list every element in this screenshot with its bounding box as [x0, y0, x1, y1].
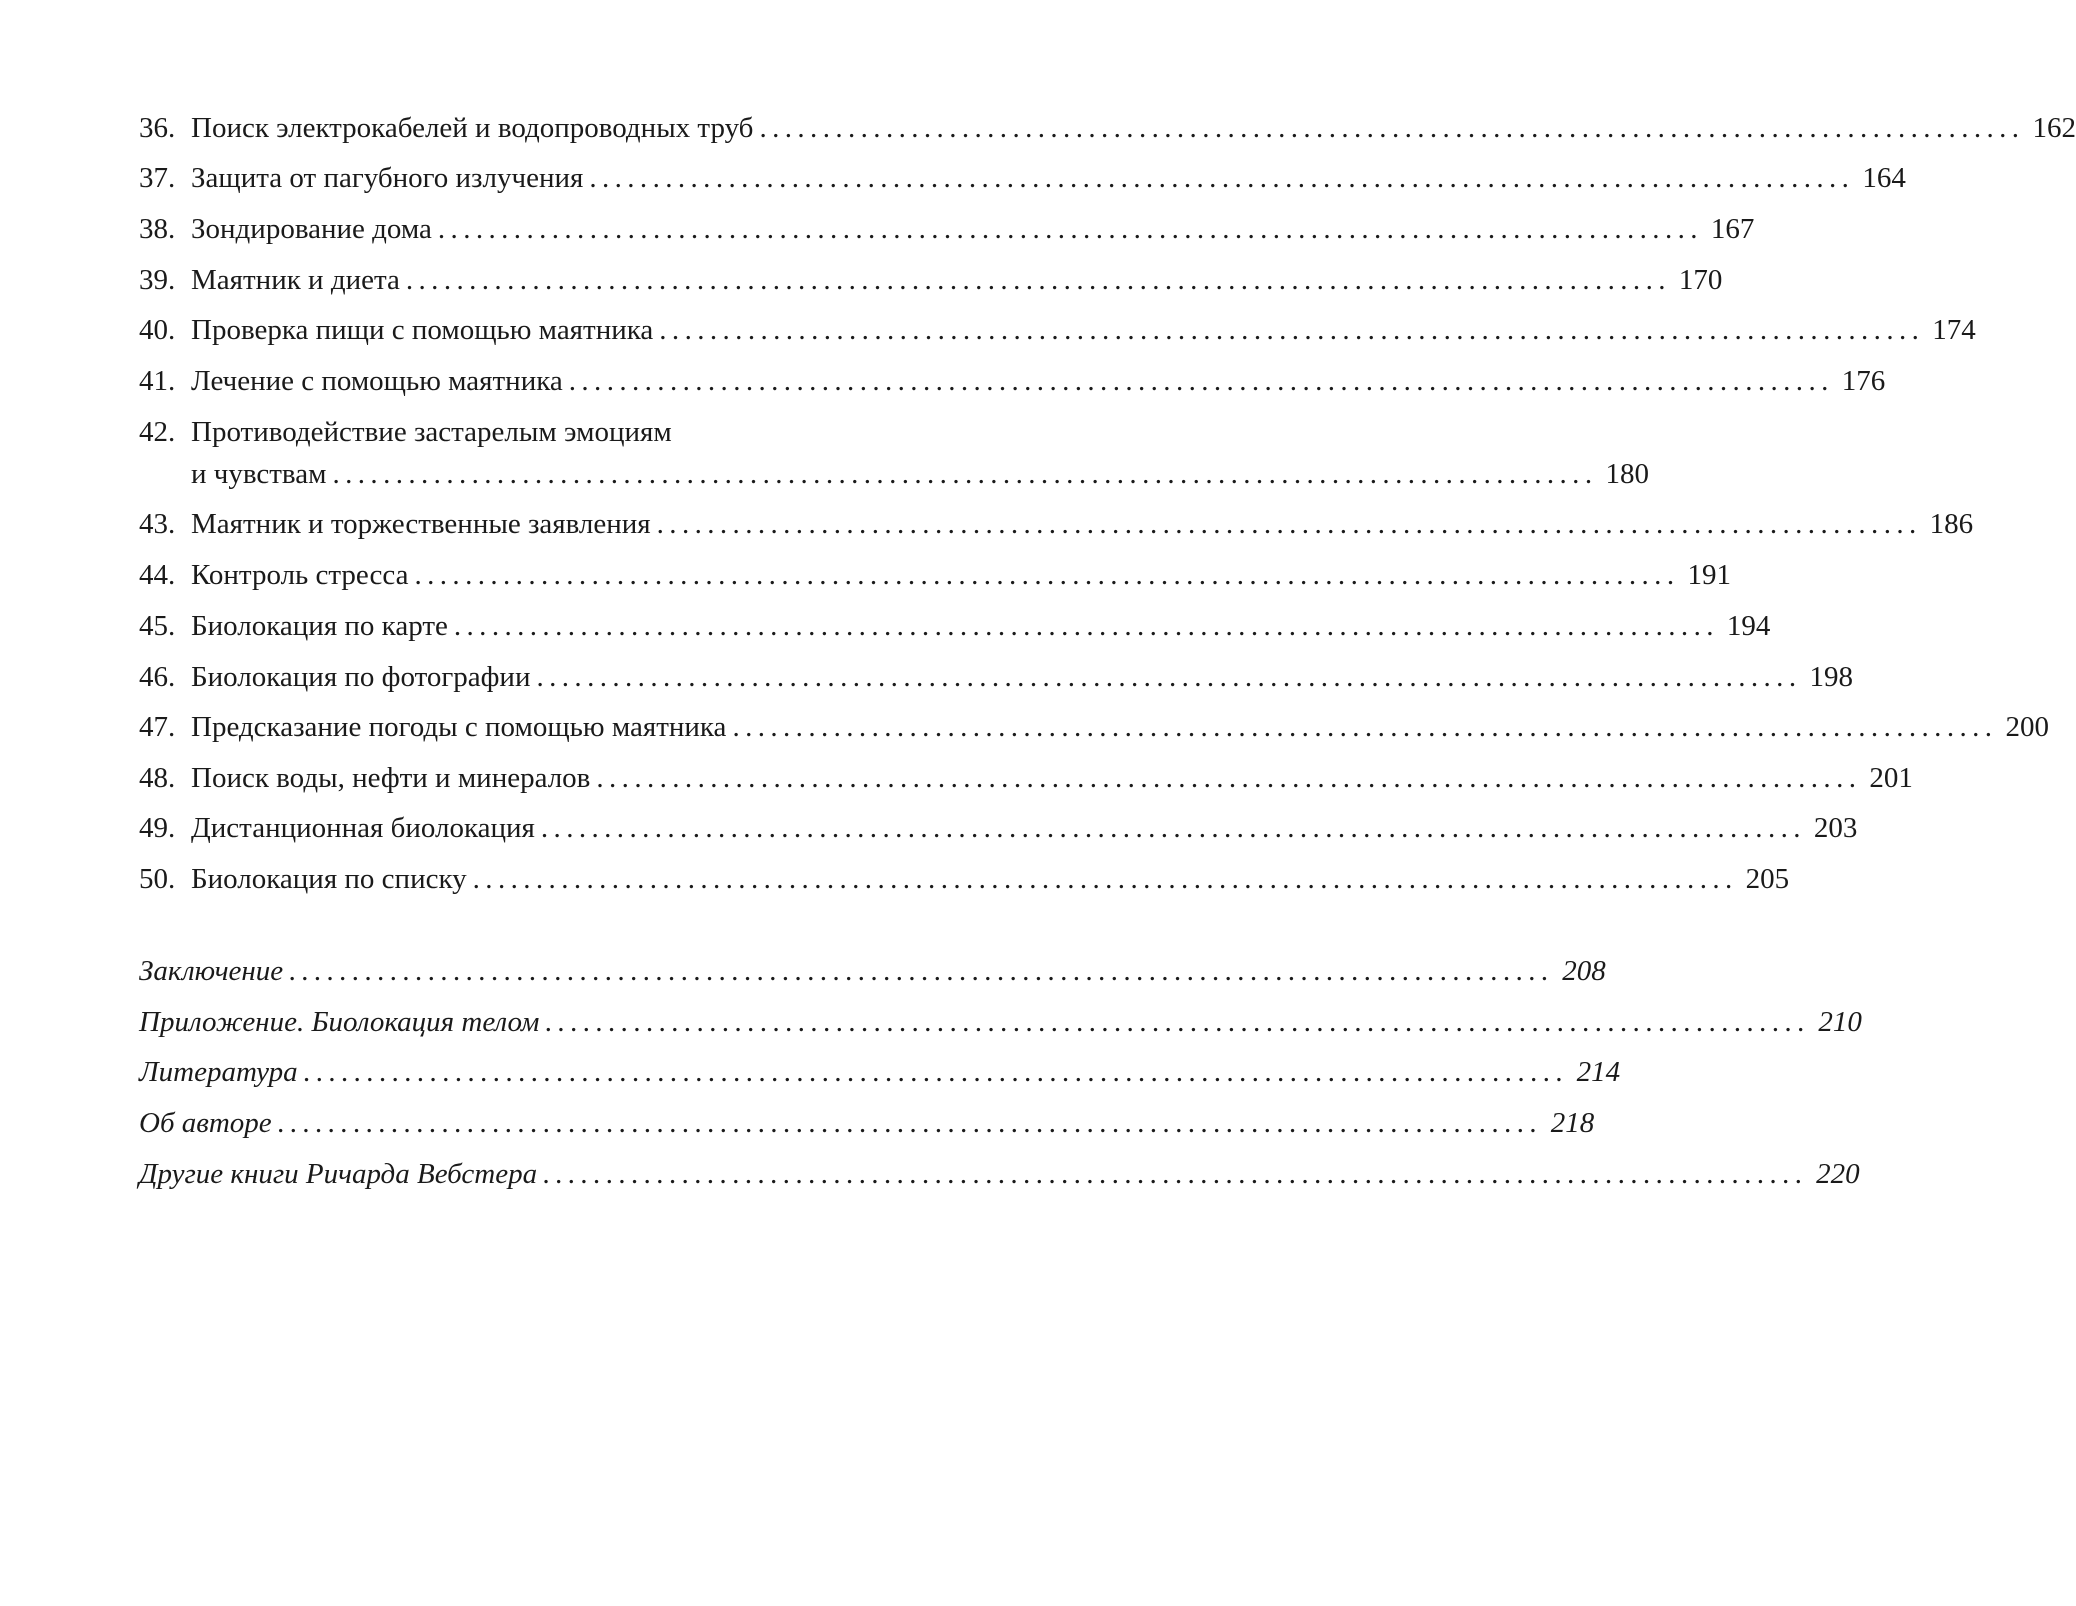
page-number: 218	[1550, 1107, 1595, 1139]
toc-entry-36	[139, 106, 2076, 150]
page-number: 201	[1869, 762, 1913, 794]
toc-entry-44	[139, 553, 1731, 597]
dot-leader: ....................................................................................................	[589, 162, 1855, 194]
chapter-title: Предсказание погоды с помощью маятника	[191, 711, 727, 743]
chapter-number: 40.	[139, 314, 176, 346]
entry-title: Приложение. Биолокация телом	[139, 1006, 540, 1038]
dot-leader: ....................................................................................................	[759, 112, 2025, 144]
page-number: 194	[1726, 610, 1771, 642]
chapter-number: 45.	[139, 610, 176, 642]
chapter-title-continuation: и чувствам	[191, 458, 327, 490]
chapter-number: 39.	[139, 264, 176, 296]
page-number: 167	[1710, 213, 1755, 245]
entry-title: Заключение	[139, 955, 284, 987]
chapter-title: Лечение с помощью маятника	[191, 365, 563, 397]
toc-entry-literature	[139, 1050, 1621, 1094]
entry-title: Об авторе	[139, 1107, 272, 1139]
dot-leader: ....................................................................................................	[332, 458, 1598, 490]
toc-entry-about-author	[139, 1101, 1595, 1145]
toc-entry-39	[139, 258, 1723, 302]
toc-entry-47	[139, 705, 2049, 749]
dot-leader: ....................................................................................................	[536, 661, 1802, 693]
page-number: 220	[1816, 1158, 1860, 1190]
toc-entry-46	[139, 655, 1853, 699]
chapter-title: Проверка пищи с помощью маятника	[191, 314, 654, 346]
page-number: 205	[1745, 863, 1790, 895]
chapter-title: Биолокация по карте	[191, 610, 448, 642]
dot-leader: ....................................................................................................	[596, 762, 1862, 794]
dot-leader: ....................................................................................................	[545, 1006, 1811, 1038]
dot-leader: ....................................................................................................	[568, 365, 1834, 397]
dot-leader: ....................................................................................................	[540, 812, 1806, 844]
toc-entry-42-line1	[139, 410, 954, 454]
toc-entry-38	[139, 207, 1755, 251]
chapter-number: 47.	[139, 711, 176, 743]
chapter-title: Биолокация по фотографии	[191, 661, 531, 693]
toc-entry-49	[139, 806, 1858, 850]
dot-leader: ....................................................................................................	[659, 314, 1925, 346]
toc-entry-41	[139, 359, 1886, 403]
toc-entry-other-books	[139, 1152, 1860, 1196]
dot-leader: ....................................................................................................	[277, 1107, 1543, 1139]
page-number: 164	[1862, 162, 1906, 194]
dot-leader: ....................................................................................................	[437, 213, 1703, 245]
chapter-number: 37.	[139, 162, 176, 194]
chapter-title: Поиск электрокабелей и водопроводных труб	[191, 112, 754, 144]
chapter-number: 38.	[139, 213, 176, 245]
toc-entry-43	[139, 502, 1974, 546]
chapter-title: Маятник и диета	[191, 264, 400, 296]
chapter-number: 43.	[139, 508, 176, 540]
chapter-number: 50.	[139, 863, 176, 895]
page-number: 176	[1841, 365, 1886, 397]
page-number: 180	[1605, 458, 1649, 490]
dot-leader: ....................................................................................................	[289, 955, 1555, 987]
page-number: 170	[1678, 264, 1723, 296]
page-number: 200	[2005, 711, 2049, 743]
dot-leader: ....................................................................................................	[732, 711, 1998, 743]
chapter-title: Защита от пагубного излучения	[191, 162, 584, 194]
page-number: 186	[1929, 508, 1974, 540]
chapter-number: 42.	[139, 416, 176, 448]
page-number: 174	[1932, 314, 1976, 346]
chapter-number: 46.	[139, 661, 176, 693]
dot-leader: ....................................................................................................	[543, 1158, 1809, 1190]
toc-entry-40	[139, 308, 1976, 352]
chapter-title: Контроль стресса	[191, 559, 409, 591]
page-number: 162	[2032, 112, 2076, 144]
chapter-title: Маятник и торжественные заявления	[191, 508, 651, 540]
chapter-number: 49.	[139, 812, 176, 844]
chapter-title: Противодействие застарелым эмоциям	[191, 416, 672, 448]
dot-leader: ....................................................................................................	[656, 508, 1922, 540]
dot-leader: ....................................................................................................	[472, 863, 1738, 895]
page-number: 214	[1576, 1056, 1621, 1088]
toc-entry-42-line2	[191, 452, 1649, 496]
entry-title: Литература	[139, 1056, 298, 1088]
page-number: 191	[1687, 559, 1731, 591]
page-number: 203	[1813, 812, 1858, 844]
toc-entry-appendix	[139, 1000, 1862, 1044]
chapter-number: 41.	[139, 365, 176, 397]
chapter-number: 36.	[139, 112, 176, 144]
page-number: 210	[1818, 1006, 1862, 1038]
toc-entry-48	[139, 756, 1913, 800]
page-number: 208	[1562, 955, 1606, 987]
dot-leader: ....................................................................................................	[453, 610, 1719, 642]
page-number: 198	[1809, 661, 1853, 693]
toc-entry-37	[139, 156, 1906, 200]
dot-leader: ....................................................................................................	[414, 559, 1680, 591]
chapter-title: Биолокация по списку	[191, 863, 467, 895]
toc-entry-conclusion	[139, 949, 1606, 993]
chapter-title: Поиск воды, нефти и минералов	[191, 762, 591, 794]
chapter-number: 48.	[139, 762, 176, 794]
chapter-title: Зондирование дома	[191, 213, 432, 245]
entry-title: Другие книги Ричарда Вебстера	[139, 1158, 538, 1190]
toc-entry-45	[139, 604, 1771, 648]
dot-leader: ....................................................................................................	[303, 1056, 1569, 1088]
chapter-number: 44.	[139, 559, 176, 591]
chapter-title: Дистанционная биолокация	[191, 812, 535, 844]
dot-leader: ....................................................................................................	[405, 264, 1671, 296]
toc-entry-50	[139, 857, 1790, 901]
